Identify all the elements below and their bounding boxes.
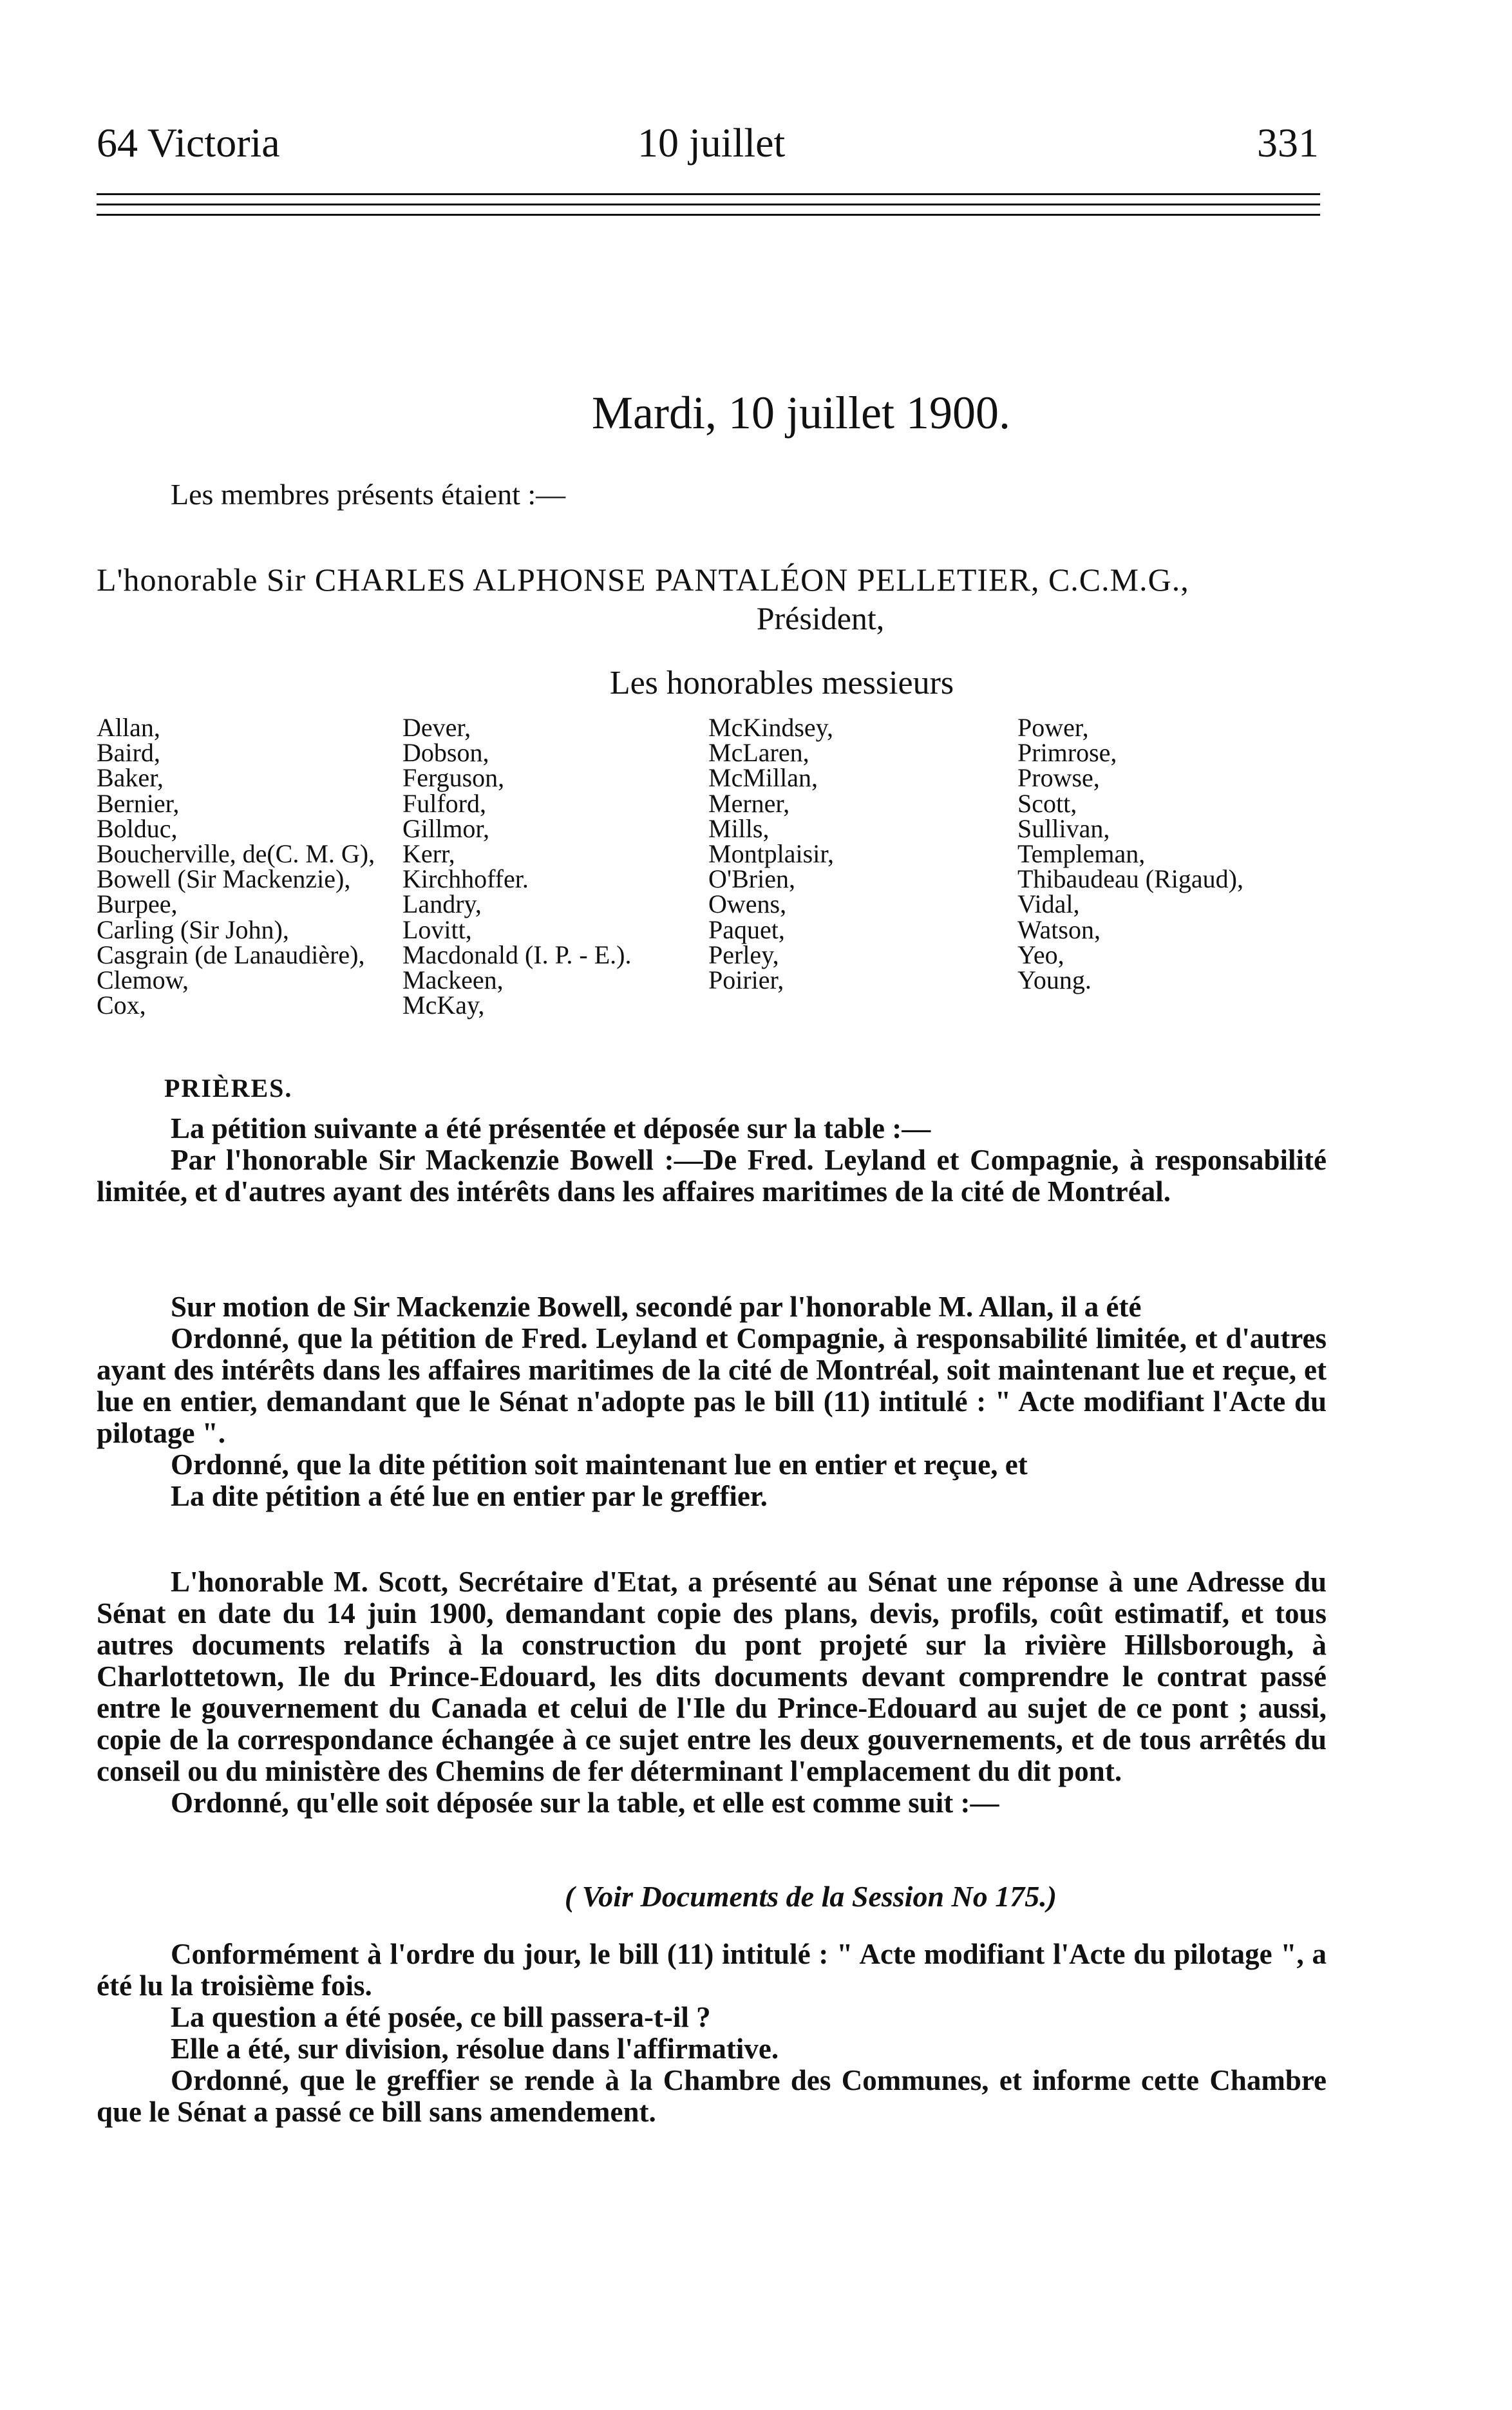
senator-name: Gillmor, — [402, 813, 490, 843]
senator-name: Burpee, — [97, 889, 178, 919]
division-result: Elle a été, sur division, résolue dans l'affirmative. — [171, 2033, 779, 2065]
senator-name: Young. — [1017, 965, 1091, 994]
senator-name: Templeman, — [1017, 839, 1146, 868]
senator-name: Merner, — [708, 788, 790, 818]
senator-name: Dever, — [402, 713, 471, 742]
senators-column-1 — [97, 715, 375, 1018]
petition-paragraph — [97, 1113, 1327, 1208]
senator-name: McKindsey, — [708, 713, 834, 742]
senator-name: Bowell (Sir Mackenzie), — [97, 864, 351, 894]
senator-name: O'Brien, — [708, 864, 795, 894]
senator-name: Montplaisir, — [708, 839, 835, 868]
senator-name: Baird, — [97, 738, 160, 768]
senator-name: McLaren, — [708, 738, 809, 768]
senator-name: McMillan, — [708, 763, 818, 793]
senators-column-2 — [402, 715, 631, 1018]
senator-name: Cox, — [97, 991, 146, 1020]
senator-name: Dobson, — [402, 738, 489, 768]
header-rule — [97, 214, 1320, 216]
answer-order: Ordonné, qu'elle soit déposée sur la table, et elle est comme suit :— — [171, 1787, 999, 1819]
senators-column-4 — [1017, 715, 1243, 992]
senator-name: Baker, — [97, 763, 164, 793]
senator-name: Macdonald (I. P. - E.). — [402, 940, 632, 969]
senators-heading: Les honorables messieurs — [609, 665, 954, 701]
question-put: La question a été posée, ce bill passera-t-il ? — [171, 2001, 711, 2033]
senator-name: Ferguson, — [402, 763, 505, 793]
senator-name: Thibaudeau (Rigaud), — [1017, 864, 1243, 894]
senator-name: Kirchhoffer. — [402, 864, 529, 894]
senator-name: Paquet, — [708, 915, 785, 944]
motion-paragraph — [97, 1291, 1327, 1512]
senator-name: Kerr, — [402, 839, 455, 868]
senator-name: Owens, — [708, 889, 787, 919]
senator-name: Clemow, — [97, 965, 189, 994]
senator-name: Power, — [1017, 713, 1089, 742]
header-rule — [97, 204, 1320, 205]
answer-text: L'honorable M. Scott, Secrétaire d'Etat, a présenté au Sénat une réponse à une Adresse du Sénat en date du 14 juin 1900, demandant copie des plans, devis, profils, coût estimatif, et tous autres documents relatifs à la construction du pont projeté sur la rivière Hillsborough, à Charlottetown, Ile du Prince-Edouard, les dits documents devant comprendre le contrat passé entre le gouvernement du Canada et celui de l'Ile du Prince-Edouard au sujet de ce pont ; aussi, copie de la correspondance échangée à ce sujet entre les deux gouvernements, et de tous arrêtés du conseil ou du ministère des Chemins de fer déterminant l'emplacement du dit pont. — [97, 1566, 1327, 1787]
running-header-left: 64 Victoria — [97, 120, 280, 166]
prayers-heading: PRIÈRES. — [164, 1074, 293, 1103]
senator-name: Sullivan, — [1017, 813, 1110, 843]
bill-third-reading-paragraph — [97, 1939, 1327, 2128]
senator-name: Perley, — [708, 940, 779, 969]
senator-name: Bernier, — [97, 788, 180, 818]
motion-order-read: Ordonné, que la dite pétition soit maintenant lue en entier et reçue, et — [171, 1448, 1028, 1481]
senator-name: Mills, — [708, 813, 770, 843]
motion-intro: Sur motion de Sir Mackenzie Bowell, secondé par l'honorable M. Allan, il a été — [171, 1291, 1142, 1323]
secretary-answer-paragraph — [97, 1566, 1327, 1819]
session-document-reference: ( Voir Documents de la Session No 175.) — [564, 1880, 1057, 1913]
members-present-intro: Les membres présents étaient :— — [171, 478, 566, 511]
senator-name: Vidal, — [1017, 889, 1080, 919]
running-header-center: 10 juillet — [638, 120, 786, 166]
senator-name: Watson, — [1017, 915, 1101, 944]
senator-name: Landry, — [402, 889, 482, 919]
senator-name: Yeo, — [1017, 940, 1064, 969]
senator-name: Bolduc, — [97, 813, 178, 843]
senator-name: Lovitt, — [402, 915, 472, 944]
motion-read-result: La dite pétition a été lue en entier par le greffier. — [171, 1480, 768, 1512]
senator-name: Fulford, — [402, 788, 486, 818]
president-name: L'honorable Sir CHARLES ALPHONSE PANTALÉON PELLETIER, C.C.M.G., — [97, 562, 1189, 598]
senators-column-3 — [708, 715, 834, 992]
senator-name: Scott, — [1017, 788, 1077, 818]
senator-name: Casgrain (de Lanaudière), — [97, 940, 365, 969]
header-rule — [97, 193, 1320, 195]
president-title: Président, — [756, 600, 885, 636]
senator-name: Allan, — [97, 713, 160, 742]
senator-name: Mackeen, — [402, 965, 504, 994]
sitting-date-title: Mardi, 10 juillet 1900. — [592, 387, 1010, 439]
senator-name: Boucherville, de(C. M. G), — [97, 839, 375, 868]
senator-name: McKay, — [402, 991, 485, 1020]
page-number: 331 — [1257, 120, 1319, 166]
motion-order: Ordonné, que la pétition de Fred. Leyland et Compagnie, à responsabilité limitée, et d'autres ayant des intérêts dans les affaires maritimes de la cité de Montréal, soit maintenant lue et reçue, et lue en entier, demandant que le Sénat n'adopte pas le bill (11) intitulé : " Acte modifiant l'Acte du pilotage ". — [97, 1322, 1327, 1449]
senator-name: Primrose, — [1017, 738, 1117, 768]
senator-name: Poirier, — [708, 965, 784, 994]
senator-name: Carling (Sir John), — [97, 915, 289, 944]
petition-text: Par l'honorable Sir Mackenzie Bowell :—De Fred. Leyland et Compagnie, à responsabilité limitée, et d'autres ayant des intérêts dans les affaires maritimes de la cité de Montréal. — [97, 1144, 1327, 1208]
third-reading-text: Conformément à l'ordre du jour, le bill (11) intitulé : " Acte modifiant l'Acte du pilotage ", a été lu la troisième fois. — [97, 1938, 1327, 2002]
petition-intro: La pétition suivante a été présentée et déposée sur la table :— — [171, 1112, 931, 1144]
order-to-commons: Ordonné, que le greffier se rende à la Chambre des Communes, et informe cette Chambre que le Sénat a passé ce bill sans amendement. — [97, 2064, 1327, 2128]
senator-name: Prowse, — [1017, 763, 1100, 793]
